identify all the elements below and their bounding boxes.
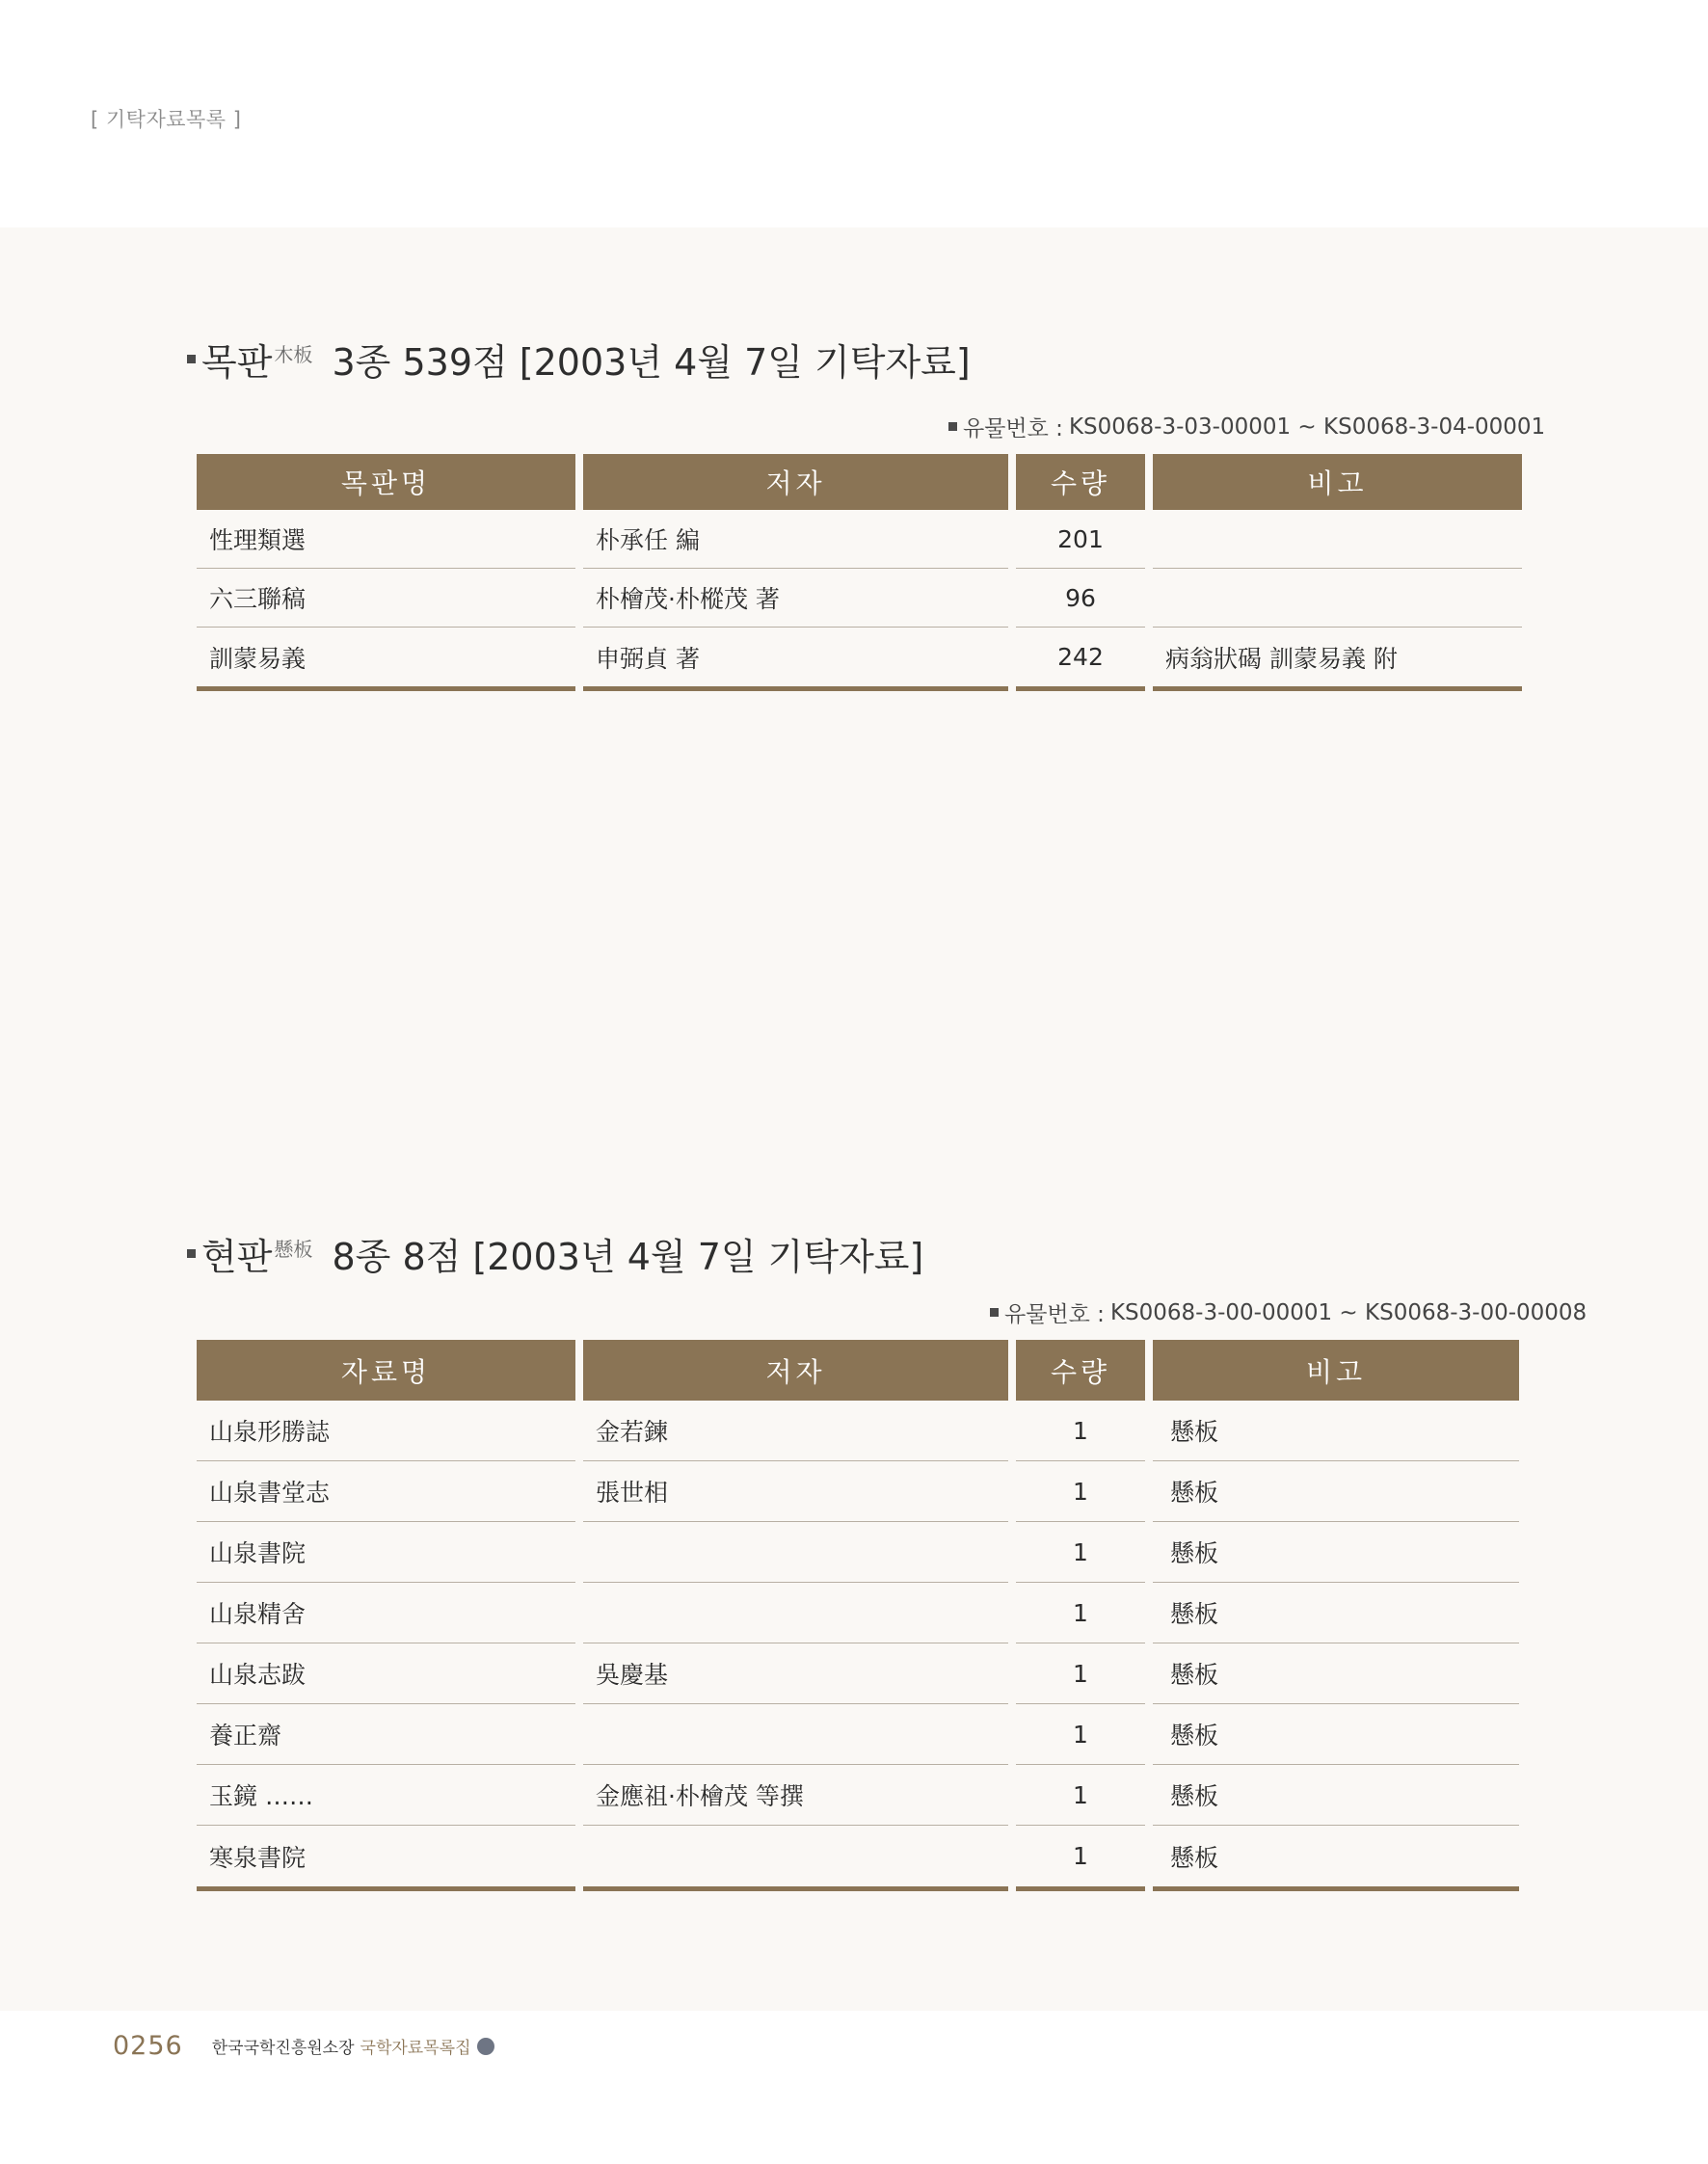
cell-quantity: 1 xyxy=(1016,1461,1145,1522)
section-title-main: 목판 xyxy=(201,341,273,384)
footer-rule-segment xyxy=(197,1886,575,1891)
footer-rule-segment xyxy=(1153,686,1522,691)
cell-remarks xyxy=(1153,569,1522,628)
table-header-row xyxy=(197,454,1522,510)
cell-title: 六三聯稿 xyxy=(197,569,575,628)
square-bullet-icon xyxy=(187,355,196,363)
cell-remarks xyxy=(1153,510,1522,569)
table-row xyxy=(197,569,1522,628)
col-header-author: 저자 xyxy=(583,454,1008,510)
table-row xyxy=(197,1401,1519,1461)
page-number: 0256 xyxy=(113,2031,183,2061)
cell-title: 山泉精舍 xyxy=(197,1583,575,1643)
cell-remarks: 懸板 xyxy=(1153,1522,1519,1583)
catalog-name: 국학자료목록집 xyxy=(360,2039,471,2058)
table-row xyxy=(197,1765,1519,1826)
relic-number-range xyxy=(948,411,1545,442)
section-title-hanja: 木板 xyxy=(274,343,313,366)
cell-quantity: 1 xyxy=(1016,1765,1145,1826)
cell-author: 張世相 xyxy=(583,1461,1008,1522)
cell-author: 金若鍊 xyxy=(583,1401,1008,1461)
square-bullet-icon xyxy=(990,1308,999,1317)
cell-author xyxy=(583,1583,1008,1643)
table-row xyxy=(197,1583,1519,1643)
col-header-remarks: 비고 xyxy=(1153,1340,1519,1401)
table-row xyxy=(197,628,1522,686)
square-bullet-icon xyxy=(948,422,957,431)
col-header-quantity: 수량 xyxy=(1016,454,1145,510)
cell-author: 金應祖·朴檜茂 等撰 xyxy=(583,1765,1008,1826)
cell-remarks: 懸板 xyxy=(1153,1643,1519,1704)
circle-dot-icon xyxy=(477,2038,494,2055)
table-header-row xyxy=(197,1340,1519,1401)
cell-remarks: 懸板 xyxy=(1153,1765,1519,1826)
cell-quantity: 1 xyxy=(1016,1643,1145,1704)
col-header-quantity: 수량 xyxy=(1016,1340,1145,1401)
col-header-author: 저자 xyxy=(583,1340,1008,1401)
footer-rule-segment xyxy=(1153,1886,1519,1891)
table-row xyxy=(197,1461,1519,1522)
square-bullet-icon xyxy=(187,1249,196,1258)
relic-number-value: KS0068-3-03-00001 ~ KS0068-3-04-00001 xyxy=(1068,414,1546,440)
relic-number-value: KS0068-3-00-00001 ~ KS0068-3-00-00008 xyxy=(1109,1299,1588,1325)
cell-title: 寒泉書院 xyxy=(209,1843,307,1872)
cell-author: 申弼貞 著 xyxy=(596,644,700,673)
table-row xyxy=(197,1826,1519,1886)
relic-number-range xyxy=(990,1296,1587,1328)
cell-quantity: 201 xyxy=(1016,510,1145,569)
cell-author: 朴檜茂·朴樅茂 著 xyxy=(583,569,1008,628)
table-footer-rule xyxy=(197,1886,1519,1891)
relic-number-label: 유물번호 : xyxy=(963,416,1063,441)
cell-author xyxy=(583,1704,1008,1765)
cell-remarks: 懸板 xyxy=(1153,1461,1519,1522)
section-title-rest: 8종 8점 [2003년 4월 7일 기탁자료] xyxy=(320,1236,924,1278)
woodblock-table xyxy=(197,454,1522,691)
footer-rule-segment xyxy=(1016,686,1145,691)
table-row xyxy=(197,1643,1519,1704)
section-title-woodblock xyxy=(187,333,971,386)
table-row xyxy=(197,1522,1519,1583)
footer-rule-segment xyxy=(1016,1886,1145,1891)
signboard-table xyxy=(197,1340,1519,1891)
cell-remarks: 懸板 xyxy=(1153,1704,1519,1765)
cell-title: 山泉書堂志 xyxy=(197,1461,575,1522)
cell-title: 山泉形勝誌 xyxy=(197,1401,575,1461)
cell-title: 山泉書院 xyxy=(197,1522,575,1583)
col-header-remarks: 비고 xyxy=(1153,454,1522,510)
footer-rule-segment xyxy=(583,1886,1008,1891)
section-title-hanja: 懸板 xyxy=(274,1238,313,1261)
section-title-rest: 3종 539점 [2003년 4월 7일 기탁자료] xyxy=(320,341,971,384)
running-header: [ 기탁자료목록 ] xyxy=(91,108,242,131)
cell-quantity: 242 xyxy=(1057,643,1104,671)
relic-number-label: 유물번호 : xyxy=(1004,1302,1105,1327)
footer-rule-segment xyxy=(583,686,1008,691)
section-title-main: 현판 xyxy=(201,1236,273,1278)
cell-quantity: 1 xyxy=(1016,1401,1145,1461)
table-row xyxy=(197,510,1522,569)
cell-quantity: 96 xyxy=(1016,569,1145,628)
col-header-title: 자료명 xyxy=(197,1340,575,1401)
cell-remarks: 病翁狀碣 訓蒙易義 附 xyxy=(1165,644,1398,673)
cell-title: 玉鏡 …… xyxy=(197,1765,575,1826)
cell-remarks: 懸板 xyxy=(1153,1583,1519,1643)
section-title-signboard xyxy=(187,1227,923,1280)
cell-author: 朴承任 編 xyxy=(583,510,1008,569)
cell-remarks: 懸板 xyxy=(1170,1843,1219,1872)
cell-quantity: 1 xyxy=(1016,1522,1145,1583)
col-header-title: 목판명 xyxy=(197,454,575,510)
cell-title: 山泉志跋 xyxy=(197,1643,575,1704)
cell-remarks: 懸板 xyxy=(1153,1401,1519,1461)
cell-author xyxy=(583,1522,1008,1583)
cell-title: 性理類選 xyxy=(197,510,575,569)
publisher-name: 한국국학진흥원소장 xyxy=(211,2039,355,2058)
cell-author xyxy=(583,1826,1008,1886)
cell-title: 養正齋 xyxy=(197,1704,575,1765)
cell-quantity: 1 xyxy=(1016,1583,1145,1643)
cell-author: 吳慶基 xyxy=(583,1643,1008,1704)
table-footer-rule xyxy=(197,686,1522,691)
cell-quantity: 1 xyxy=(1016,1704,1145,1765)
footer-rule-segment xyxy=(197,686,575,691)
cell-title: 訓蒙易義 xyxy=(209,644,307,673)
page-footer xyxy=(113,2031,494,2061)
table-row xyxy=(197,1704,1519,1765)
cell-quantity: 1 xyxy=(1073,1842,1088,1870)
